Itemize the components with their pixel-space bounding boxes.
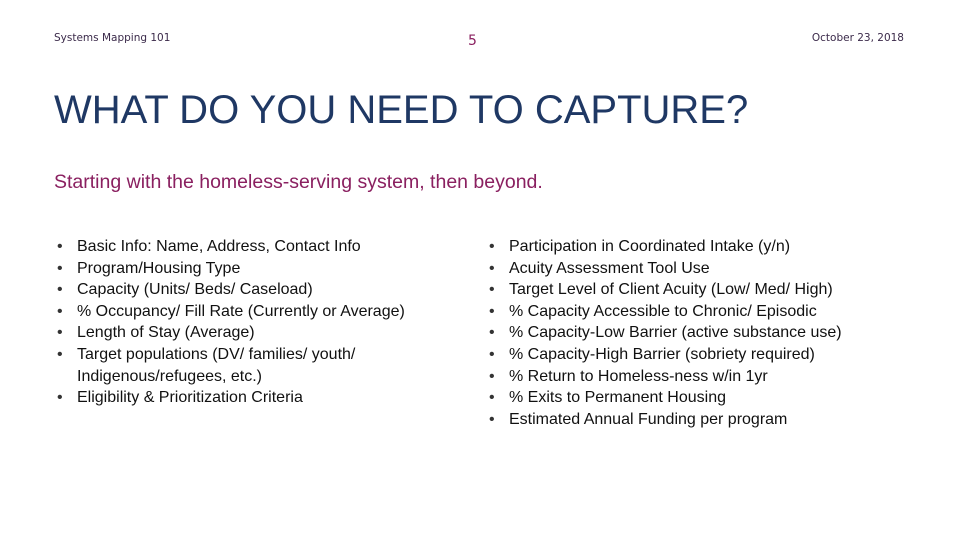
course-name: Systems Mapping 101 (54, 32, 171, 44)
list-item: • Target Level of Client Acuity (Low/ Med/ High) (486, 279, 906, 301)
page-number: 5 (468, 33, 477, 49)
slide-subtitle: Starting with the homeless-serving system, then beyond. (54, 171, 543, 193)
list-item: • Capacity (Units/ Beds/ Caseload) (54, 279, 414, 301)
list-item: • % Occupancy/ Fill Rate (Currently or Average) (54, 301, 414, 323)
list-item: • Eligibility & Prioritization Criteria (54, 387, 414, 409)
slide-date: October 23, 2018 (811, 32, 904, 44)
list-item: • Basic Info: Name, Address, Contact Info (54, 236, 414, 258)
list-item: • Target populations (DV/ families/ youth/ Indigenous/refugees, etc.) (54, 344, 414, 387)
list-item: • % Capacity Accessible to Chronic/ Episodic (486, 301, 906, 323)
list-item: • % Return to Homeless-ness w/in 1yr (486, 366, 906, 388)
list-item: • Program/Housing Type (54, 258, 414, 280)
list-item: • % Capacity-High Barrier (sobriety required) (486, 344, 906, 366)
slide-title: WHAT DO YOU NEED TO CAPTURE? (54, 88, 749, 132)
list-item: • % Exits to Permanent Housing (486, 387, 906, 409)
list-item: • Participation in Coordinated Intake (y/n) (486, 236, 906, 258)
right-bullet-list (486, 236, 906, 430)
left-bullet-list (54, 236, 414, 409)
list-item: • Estimated Annual Funding per program (486, 409, 906, 431)
list-item: • % Capacity-Low Barrier (active substance use) (486, 322, 906, 344)
list-item: • Length of Stay (Average) (54, 322, 414, 344)
list-item: • Acuity Assessment Tool Use (486, 258, 906, 280)
